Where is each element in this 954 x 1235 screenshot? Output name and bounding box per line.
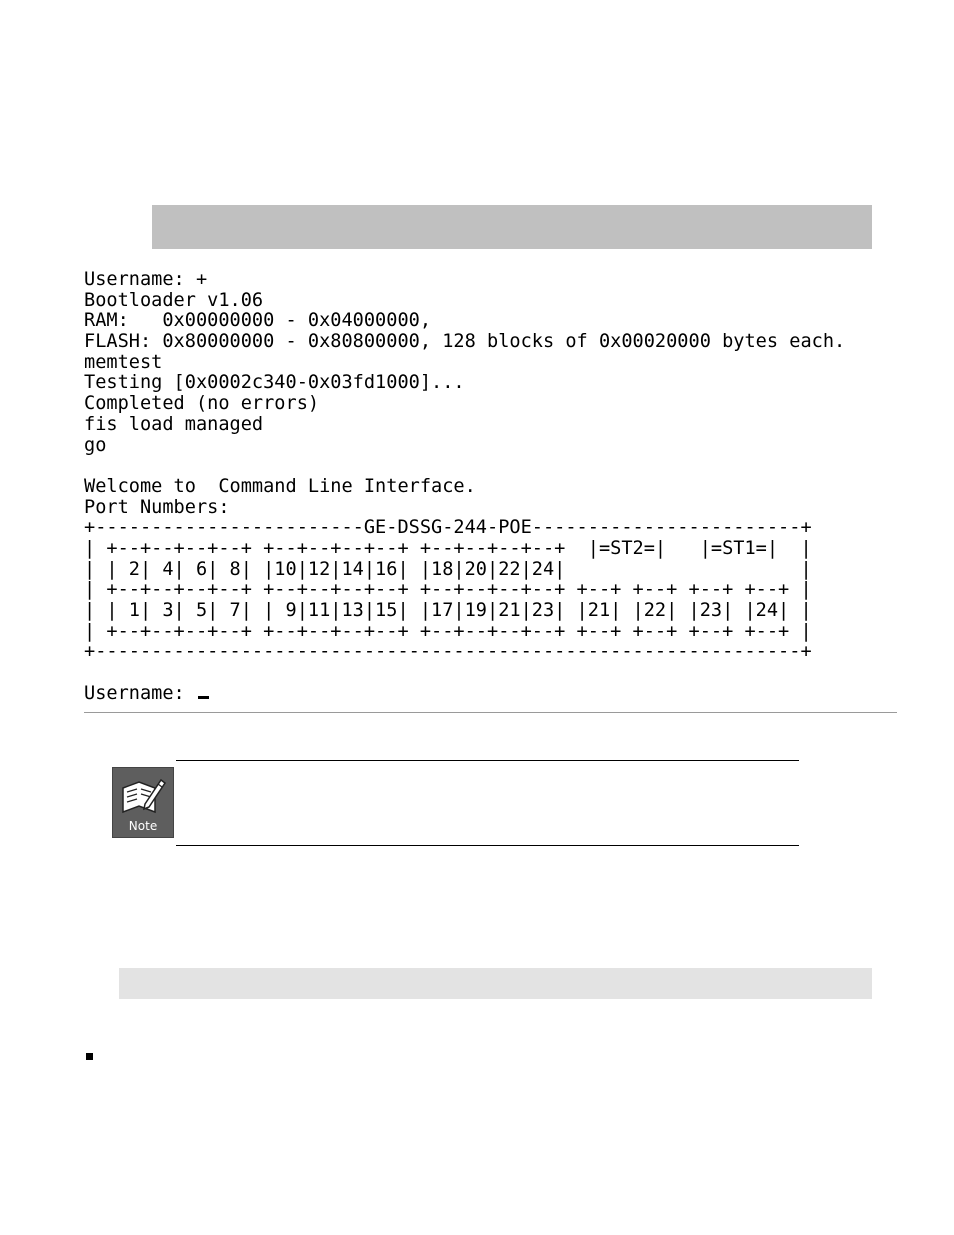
username-prompt: Username: [84,682,196,704]
terminal-line: memtest [84,351,163,373]
note-rule-top [176,760,799,761]
terminal-line: Completed (no errors) [84,393,320,415]
port-diagram-line: +---------------------------------------------------------------+ [84,641,812,663]
terminal-output [84,270,845,704]
terminal-line: Welcome to Command Line Interface. [84,475,476,497]
port-diagram-line: +------------------------GE-DSSG-244-POE------------------------+ [84,517,812,539]
bullet-square-icon [86,1053,93,1060]
terminal-line: Bootloader v1.06 [84,289,264,311]
terminal-line: Port Numbers: [84,496,230,518]
port-diagram-line: | +--+--+--+--+ +--+--+--+--+ +--+--+--+--+ +--+ +--+ +--+ +--+ | [84,620,812,642]
terminal-line: RAM: 0x00000000 - 0x04000000, [84,310,432,332]
note-pencil-icon [112,767,174,838]
section-header-bar [152,205,872,249]
terminal-line [84,456,845,477]
port-diagram-line: | | 2| 4| 6| 8| |10|12|14|16| |18|20|22|24| | [84,558,812,580]
terminal-line: FLASH: 0x80000000 - 0x80800000, 128 blocks of 0x00020000 bytes each. [84,331,846,353]
note-label: Note [128,819,158,833]
port-diagram-line: | +--+--+--+--+ +--+--+--+--+ +--+--+--+--+ +--+ +--+ +--+ +--+ | [84,579,812,601]
terminal-line [84,663,845,684]
terminal-line: go [84,434,107,456]
terminal-line: Username: + [84,269,208,290]
port-diagram-line: | | 1| 3| 5| 7| | 9|11|13|15| |17|19|21|23| |21| |22| |23| |24| | [84,600,812,621]
terminal-line: fis load managed [84,413,264,435]
port-diagram-line: | +--+--+--+--+ +--+--+--+--+ +--+--+--+--+ |=ST2=| |=ST1=| | [84,537,812,559]
terminal-cursor [198,696,209,699]
login-prompt-line[interactable] [84,684,845,705]
note-rule-bottom [176,845,799,846]
section-header-bar-secondary [119,968,872,999]
note-pencil-graphic [119,774,169,818]
terminal-line: Testing [0x0002c340-0x03fd1000]... [84,372,465,394]
separator-line [84,712,897,713]
